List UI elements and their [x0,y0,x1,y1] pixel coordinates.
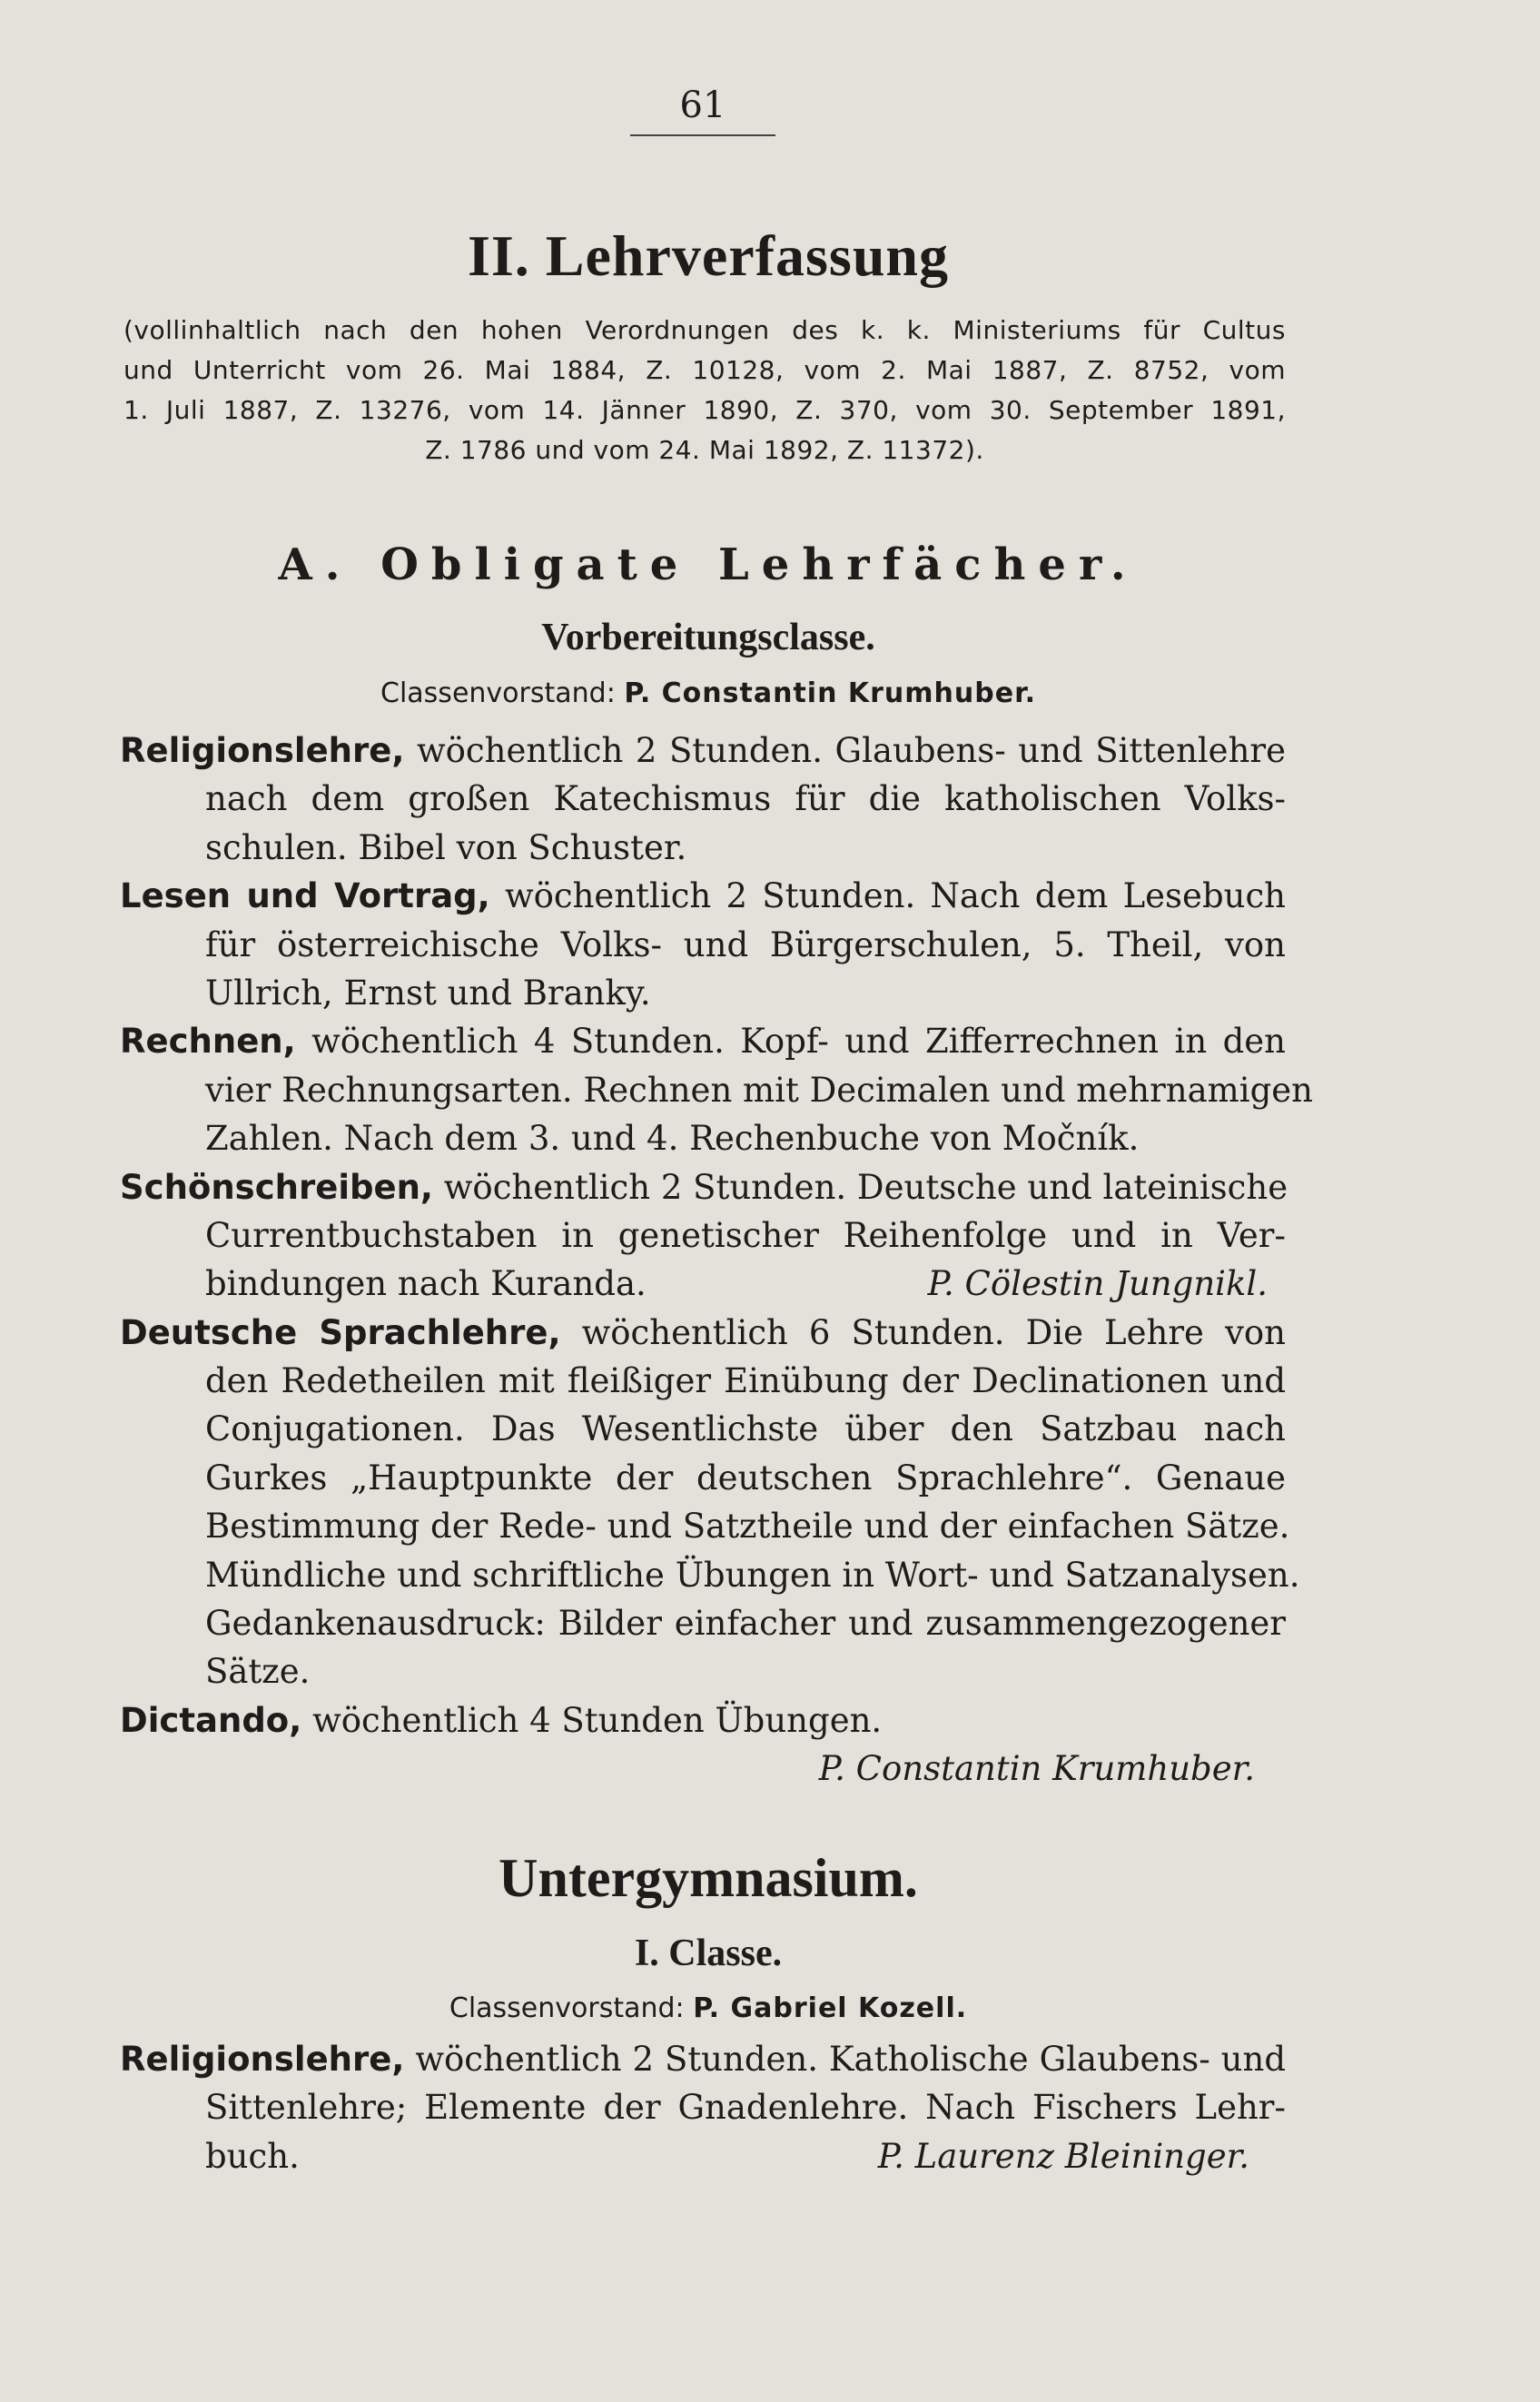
subject-entry-dictando [120,1696,1286,1745]
subject-text: wöchentlich 2 Stunden. Glaubens- und Sittenlehre [416,731,1286,770]
subject-text: wöchentlich 4 Stunden. Kopf- und Zifferrechnen in den [311,1022,1286,1062]
subject-text-line: Ullrich, Ernst und Branky. [205,973,651,1013]
subject-text-line: schulen. Bibel von Schuster. [205,827,687,867]
subject-text-line: Gedankenausdruck: Bilder einfacher und zusammengezogener [205,1604,1286,1644]
intro-paragraph [123,311,1286,470]
page-title: II. Lehrverfassung [467,223,950,288]
subject-text-line: Gurkes „Hauptpunkte der deutschen Sprachlehre“. Genaue [205,1458,1286,1498]
subject-entry-religion [120,727,1286,775]
subject-name: Religionslehre, [120,731,405,770]
subject-text: wöchentlich 6 Stunden. Die Lehre von [581,1312,1286,1352]
subject-entry-rechnen [120,1017,1286,1065]
classenvorstand-label: Classenvorstand: [380,677,616,709]
subject-text-line: Sätze. [205,1652,311,1692]
subject-text-line: Currentbuchstaben in genetischer Reihenfolge und in Ver- [205,1215,1286,1255]
subject-text: wöchentlich 2 Stunden. Deutsche und lateinische [443,1167,1288,1207]
subject-text-line: nach dem großen Katechismus für die katholischen Volks- [205,779,1286,819]
subject-text-line: Sittenlehre; Elemente der Gnadenlehre. Nach Fischers Lehr- [205,2088,1286,2128]
teacher-signature: P. Cölestin Jungnikl. [927,1264,1268,1304]
section-heading-a: A. Obligate Lehrfächer. [278,539,1139,590]
subject-name: Religionslehre, [120,2040,405,2079]
subject-text-line: Bestimmung der Rede- und Satztheile und der einfachen Sätze. [205,1507,1290,1547]
subject-text-line-with-teacher [120,1260,1286,1308]
subject-entry-religion [120,2035,1286,2083]
subject-text-line: Zahlen. Nach dem 3. und 4. Rechenbuche von Močník. [205,1119,1140,1159]
subject-name: Rechnen, [120,1022,296,1062]
subject-text-line-with-teacher [120,2132,1286,2180]
subject-list [120,2035,1286,2180]
subject-name: Dictando, [120,1700,302,1740]
subject-entry-lesen [120,872,1286,920]
intro-line: 1. Juli 1887, Z. 13276, vom 14. Jänner 1890, Z. 370, vom 30. September 1891, [123,395,1286,425]
classenvorstand-name: P. Constantin Krumhuber. [624,677,1036,709]
subject-text-line: vier Rechnungsarten. Rechnen mit Decimalen und mehrnamigen [205,1070,1313,1110]
subject-text: wöchentlich 2 Stunden. Nach dem Lesebuch [504,876,1287,916]
subject-text-line: Mündliche und schriftliche Übungen in Wort- und Satzanalysen. [205,1555,1300,1595]
subject-text: buch. [205,2136,300,2176]
subject-text-line: für österreichische Volks- und Bürgerschulen, 5. Theil, von [205,924,1286,964]
classenvorstand-label: Classenvorstand: [449,1992,685,2024]
classenvorstand-line [0,674,1417,714]
teacher-signature: P. Constantin Krumhuber. [818,1749,1255,1789]
subject-text: bindungen nach Kuranda. [205,1264,647,1304]
subject-name: Schönschreiben, [120,1167,433,1207]
subject-list [120,727,1313,1794]
subject-name: Lesen und Vortrag, [120,876,490,916]
subject-name: Deutsche Sprachlehre, [120,1312,561,1352]
vorbereitung-heading: Vorbereitungsclasse. [541,617,875,658]
page-number: 61 [630,84,775,136]
subject-entry-schoenschreiben [120,1163,1286,1211]
classenvorstand-line [0,1989,1417,2029]
intro-line: (vollinhaltlich nach den hohen Verordnungen des k. k. Ministeriums für Cultus [123,315,1286,345]
subject-text-line: den Redetheilen mit fleißiger Einübung der Declinationen und [205,1361,1286,1401]
subject-text: wöchentlich 4 Stunden Übungen. [312,1700,883,1740]
subject-entry-deutsch [120,1309,1286,1357]
untergymnasium-heading: Untergymnasium. [499,1848,918,1908]
teacher-signature: P. Laurenz Bleininger. [877,2136,1249,2176]
subject-text-line: Conjugationen. Das Wesentlichste über den Satzbau nach [205,1409,1286,1449]
subject-text: wöchentlich 2 Stunden. Katholische Glaubens- und [415,2040,1286,2079]
intro-line: Z. 1786 und vom 24. Mai 1892, Z. 11372). [425,435,984,465]
intro-line: und Unterricht vom 26. Mai 1884, Z. 10128, vom 2. Mai 1887, Z. 8752, vom [123,355,1286,385]
classenvorstand-name: P. Gabriel Kozell. [693,1992,968,2024]
class-heading: I. Classe. [634,1932,783,1974]
